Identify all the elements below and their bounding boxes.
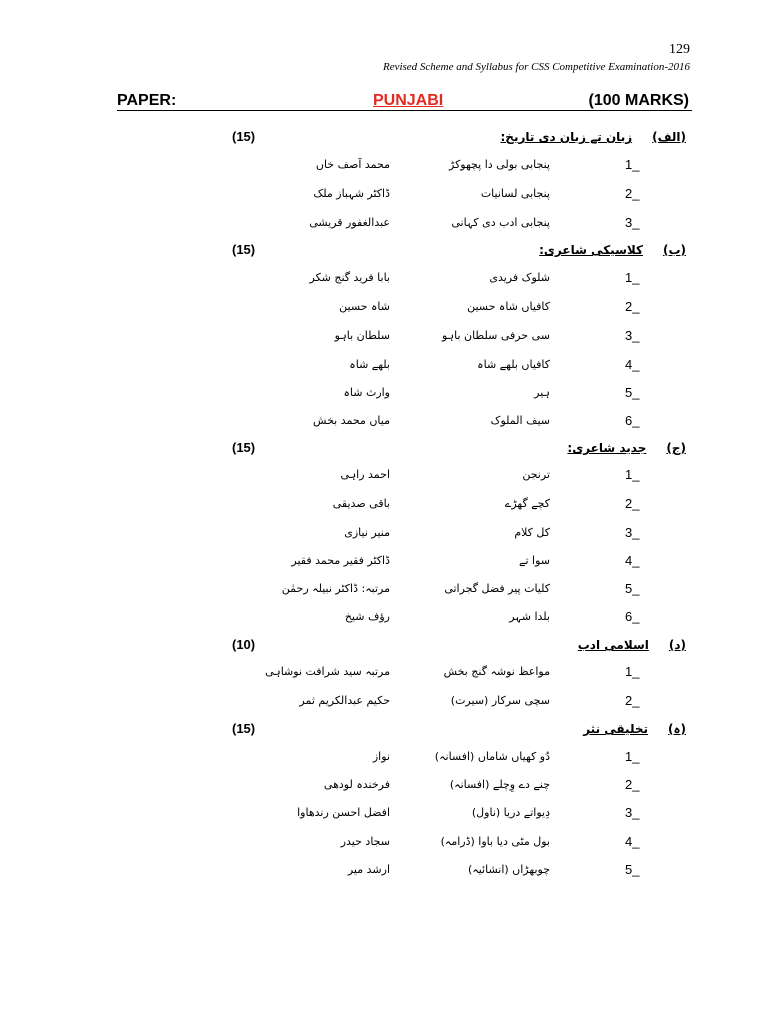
section-marks: (10) <box>232 637 256 652</box>
section-letter: (د) <box>668 638 686 652</box>
item-author: افضل احسن رندھاوا <box>297 806 390 819</box>
item-title: بول مٹی دیا باوا (ڈرامہ) <box>440 835 550 848</box>
item-title: کافیاں شاہ حسین <box>467 300 550 313</box>
item-title: کچے گھڑے <box>504 497 550 510</box>
item-author: محمد آصف خاں <box>315 158 390 171</box>
item-title: سچی سرکار (سیرت) <box>450 694 550 707</box>
item-number: 1_ <box>625 270 640 285</box>
section-heading <box>539 243 686 257</box>
item-title: سیف الملوک <box>490 414 550 427</box>
item-number: 2_ <box>625 186 640 201</box>
item-author: مرتبہ: ڈاکٹر نبیلہ رحمٰن <box>281 582 390 595</box>
section-heading <box>567 441 686 455</box>
item-number: 2_ <box>625 777 640 792</box>
item-author: ارشد میر <box>347 863 390 876</box>
section-letter: (ہ) <box>668 722 686 736</box>
item-author: بابا فرید گنج شکر <box>309 271 390 284</box>
item-title: پنجابی بولی دا پچھوکڑ <box>449 158 550 171</box>
paper-subject: PUNJABI <box>373 92 444 109</box>
item-author: فرخندہ لودھی <box>323 778 390 791</box>
item-title: ہیر <box>534 386 550 399</box>
item-author: سجاد حیدر <box>340 835 390 848</box>
section-letter: (ج) <box>666 441 686 455</box>
item-author: احمد راہی <box>340 468 390 481</box>
paper-heading <box>117 92 692 111</box>
item-number: 5_ <box>625 385 640 400</box>
item-author: حکیم عبدالکریم ثمر <box>299 694 390 707</box>
item-number: 4_ <box>625 834 640 849</box>
item-number: 1_ <box>625 467 640 482</box>
item-title: کل کلام <box>514 526 550 539</box>
item-author: شاہ حسین <box>339 300 390 313</box>
item-title: دِیواتے دریا (ناول) <box>471 806 550 819</box>
section-heading <box>501 130 687 144</box>
item-author: میاں محمد بخش <box>313 414 390 427</box>
item-title: دُو کھیاں شاماں (افسانہ) <box>434 750 550 763</box>
item-author: مرتبہ سید شرافت نوشاہی <box>265 665 390 678</box>
item-number: 1_ <box>625 157 640 172</box>
item-number: 5_ <box>625 581 640 596</box>
item-number: 2_ <box>625 496 640 511</box>
item-number: 1_ <box>625 749 640 764</box>
item-number: 2_ <box>625 693 640 708</box>
item-author: عبدالغفور قریشی <box>309 216 390 229</box>
page-number: 129 <box>669 42 690 57</box>
item-title: بلدا شہر <box>509 610 550 623</box>
section-marks: (15) <box>232 242 256 257</box>
section-marks: (15) <box>232 440 256 455</box>
item-author: وارث شاہ <box>343 386 390 399</box>
item-number: 4_ <box>625 357 640 372</box>
item-number: 6_ <box>625 413 640 428</box>
section-title: اسلامی ادب <box>577 638 649 652</box>
section-letter: (ب) <box>662 243 686 257</box>
item-number: 3_ <box>625 805 640 820</box>
paper-marks: (100 MARKS) <box>588 92 689 109</box>
item-title: سوا تے <box>519 554 550 567</box>
item-author: نواز <box>372 750 390 763</box>
item-title: چوبھڑاں (انشائیہ) <box>467 863 550 876</box>
item-author: بلھے شاہ <box>349 358 390 371</box>
section-title: کلاسیکی شاعری: <box>539 243 643 257</box>
item-number: 6_ <box>625 609 640 624</box>
item-title: مواعظ نوشہ گنج بخش <box>443 665 550 678</box>
section-letter: (الف) <box>652 130 686 144</box>
section-heading <box>583 722 686 736</box>
item-number: 4_ <box>625 553 640 568</box>
section-marks: (15) <box>232 129 256 144</box>
item-title: ترنجن <box>522 468 550 481</box>
item-title: شلوک فریدی <box>489 271 550 284</box>
paper-label: PAPER: <box>117 92 177 109</box>
item-title: سی حرفی سلطان باہو <box>441 329 550 342</box>
item-author: ڈاکٹر فقیر محمد فقیر <box>291 554 390 567</box>
item-number: 5_ <box>625 862 640 877</box>
item-number: 3_ <box>625 215 640 230</box>
running-header: Revised Scheme and Syllabus for CSS Competitive Examination-2016 <box>382 61 690 73</box>
section-title: زبان تے زبان دی تاریخ: <box>500 130 633 144</box>
item-author: ڈاکٹر شہباز ملک <box>313 187 390 200</box>
item-author: منیر نیازی <box>344 526 390 539</box>
item-number: 1_ <box>625 664 640 679</box>
item-author: رؤف شیخ <box>344 610 390 623</box>
item-title: چنے دے وِچلے (افسانہ) <box>449 778 550 791</box>
section-title: جدید شاعری: <box>567 441 647 455</box>
item-number: 3_ <box>625 328 640 343</box>
item-number: 2_ <box>625 299 640 314</box>
item-title: پنجابی لسانیات <box>480 187 550 200</box>
section-title: تخلیقی نثر <box>583 722 648 736</box>
item-title: کافیاں بلھے شاہ <box>477 358 550 371</box>
item-author: باقی صدیقی <box>332 497 390 510</box>
item-author: سلطان باہو <box>334 329 390 342</box>
section-heading <box>578 638 686 652</box>
item-number: 3_ <box>625 525 640 540</box>
item-title: کلیات پیر فضل گجراتی <box>444 582 550 595</box>
section-marks: (15) <box>232 721 256 736</box>
item-title: پنجابی ادب دی کہانی <box>451 216 550 229</box>
